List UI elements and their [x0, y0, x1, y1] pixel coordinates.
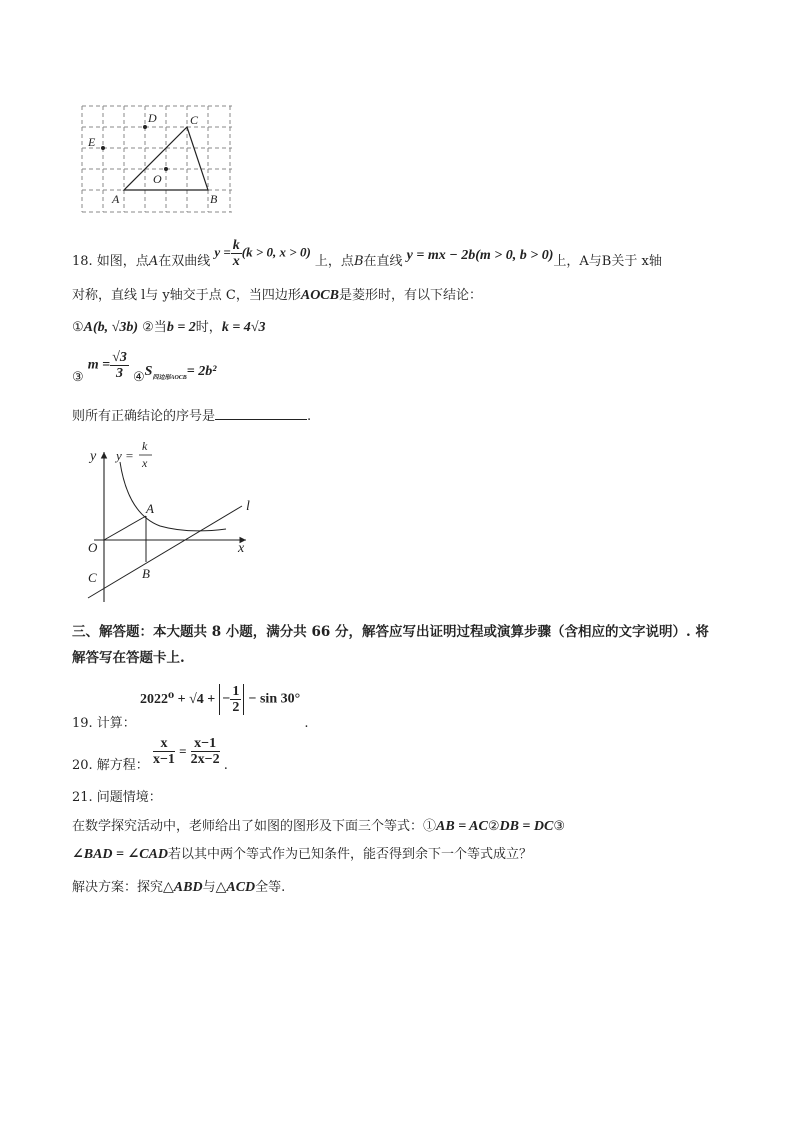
segment-oa — [104, 516, 146, 540]
q20-label: 20. 解方程： — [72, 758, 149, 773]
section3-heading-line1: 三、解答题：本大题共 8 小题，满分共 66 分，解答应写出证明过程或演算步骤（含相应的文字说明）. 将 — [72, 624, 709, 640]
origin-label: O — [88, 540, 98, 555]
q21-mark: ② — [487, 819, 500, 834]
curve-num: k — [142, 439, 148, 453]
hyperbola-formula — [214, 238, 310, 269]
triangle-acd: △ACD — [215, 880, 256, 895]
q21-text: 解决方案：探究 — [72, 880, 164, 895]
curve-lhs: y = — [116, 448, 134, 463]
label-c: C — [190, 113, 199, 127]
line-formula: y = mx − 2b(m > 0, b > 0) — [406, 248, 554, 263]
line-l — [88, 506, 242, 598]
q18-question — [72, 405, 311, 424]
answer-blank — [215, 407, 307, 420]
section3-heading-line2: 解答写在答题卡上. — [72, 650, 185, 666]
q19-label: 19. 计算： — [72, 716, 136, 731]
conclusion-3-lhs: m = — [87, 357, 111, 373]
hyp-den: x — [232, 254, 240, 269]
q18-text: 对称，直线 l与 y轴交于点 C，当四边形 — [72, 288, 301, 303]
label-d: D — [148, 111, 157, 125]
abs-minus: − — [222, 691, 231, 707]
conclusion-2: k = 4√3 — [221, 320, 266, 335]
q18-line2 — [72, 284, 482, 304]
q19-expr-a: 2022⁰ + √4 + — [139, 692, 216, 707]
conclusion-2-cond: b = 2 — [166, 320, 196, 335]
curve-den: x — [142, 456, 148, 470]
conclusion-1-mark: ① — [72, 320, 84, 335]
q21-mark: ③ — [553, 819, 566, 834]
equation-1: AB = AC — [436, 819, 488, 834]
hyp-cond: (k > 0, x > 0) — [241, 244, 311, 260]
c3-den: 3 — [116, 366, 124, 381]
q21-plan — [72, 876, 285, 896]
q20 — [72, 736, 228, 776]
label-e: E — [88, 135, 96, 149]
equation-2: DB = DC — [499, 819, 554, 834]
q18-text: A与B关于 — [579, 254, 638, 269]
point-d — [143, 125, 147, 129]
abs-value — [219, 684, 244, 715]
abs-den: 2 — [232, 700, 240, 715]
point-e — [101, 146, 105, 150]
q18-ask-end: . — [307, 409, 312, 424]
q18-text: 上，点 — [314, 254, 354, 269]
point-c-label: C — [88, 570, 97, 585]
q18-text: 上， — [553, 254, 580, 269]
q18-text: 18. 如图，点 — [72, 254, 149, 269]
q20-left-num: x — [153, 736, 175, 752]
q18-point-b: B — [353, 254, 364, 269]
label-a: A — [112, 192, 120, 206]
q18-text: 在双曲线 — [158, 254, 211, 269]
c3-num: √3 — [112, 350, 127, 365]
q20-equals: = — [179, 743, 187, 759]
conclusion-4: = 2b² — [186, 364, 217, 379]
q18-text: 是菱形时，有以下结论： — [338, 288, 482, 303]
q20-right-den: 2x−2 — [190, 752, 220, 767]
q20-end: . — [223, 758, 228, 773]
grid-figure — [78, 104, 238, 216]
q20-right-num: x−1 — [191, 736, 220, 752]
q18-text: 在直线 — [363, 254, 403, 269]
hyp-num: k — [232, 238, 240, 253]
q19 — [72, 684, 309, 731]
abs-fraction — [230, 684, 241, 715]
q18-ask: 则所有正确结论的序号是 — [72, 409, 216, 424]
label-o: O — [153, 172, 162, 186]
q21-label: 21. 问题情境： — [72, 790, 162, 805]
q18-conclusions-1 — [72, 316, 265, 336]
label-b: B — [210, 192, 218, 206]
q18-text: 时， — [195, 320, 222, 335]
q19-end: . — [304, 716, 309, 731]
x-axis-label: x — [238, 541, 245, 556]
line-l-label: l — [246, 499, 250, 514]
conclusion-4-s: S — [144, 364, 153, 379]
conclusion-1: A(b, √3b) — [83, 320, 139, 335]
conclusion-2-mark: ②当 — [142, 320, 167, 335]
point-b-label: B — [142, 566, 150, 581]
hyperbola-curve — [120, 462, 226, 531]
q21-text: 在数学探究活动中，老师给出了如图的图形及下面三个等式：① — [72, 819, 437, 834]
conclusion-4-mark: ④ — [133, 370, 145, 385]
triangle-abd: △ABD — [163, 880, 203, 895]
q21-text: 全等. — [255, 880, 286, 895]
conclusion-4-sub: 四边形AOCB — [152, 375, 187, 381]
hyperbola-graph — [80, 434, 265, 606]
q21-body-line1 — [72, 815, 565, 835]
q19-expr-b: − sin 30° — [248, 691, 301, 707]
q18-conclusions-2 — [72, 350, 216, 385]
q20-left-den: x−1 — [152, 752, 175, 767]
point-a-label: A — [146, 501, 154, 516]
q21-text: 与 — [202, 880, 216, 895]
y-axis-label: y — [90, 449, 97, 464]
rhombus-name: AOCB — [300, 288, 339, 303]
q18-text: x轴 — [641, 254, 662, 269]
conclusion-3-fraction — [110, 350, 129, 381]
hyp-fraction — [231, 238, 242, 269]
q18-point-a: A — [148, 254, 159, 269]
q21-text: 若以其中两个等式作为已知条件，能否得到余下一个等式成立？ — [168, 847, 533, 862]
point-o — [164, 167, 168, 171]
hyp-lhs: y = — [214, 244, 231, 260]
q18-line1 — [72, 238, 662, 272]
q20-right-fraction — [191, 736, 220, 767]
equation-3: ∠BAD = ∠CAD — [72, 847, 169, 862]
q20-left-fraction — [153, 736, 175, 767]
conclusion-3-mark: ③ — [72, 370, 84, 385]
q21-body-line2 — [72, 843, 532, 863]
abs-num: 1 — [232, 684, 240, 699]
